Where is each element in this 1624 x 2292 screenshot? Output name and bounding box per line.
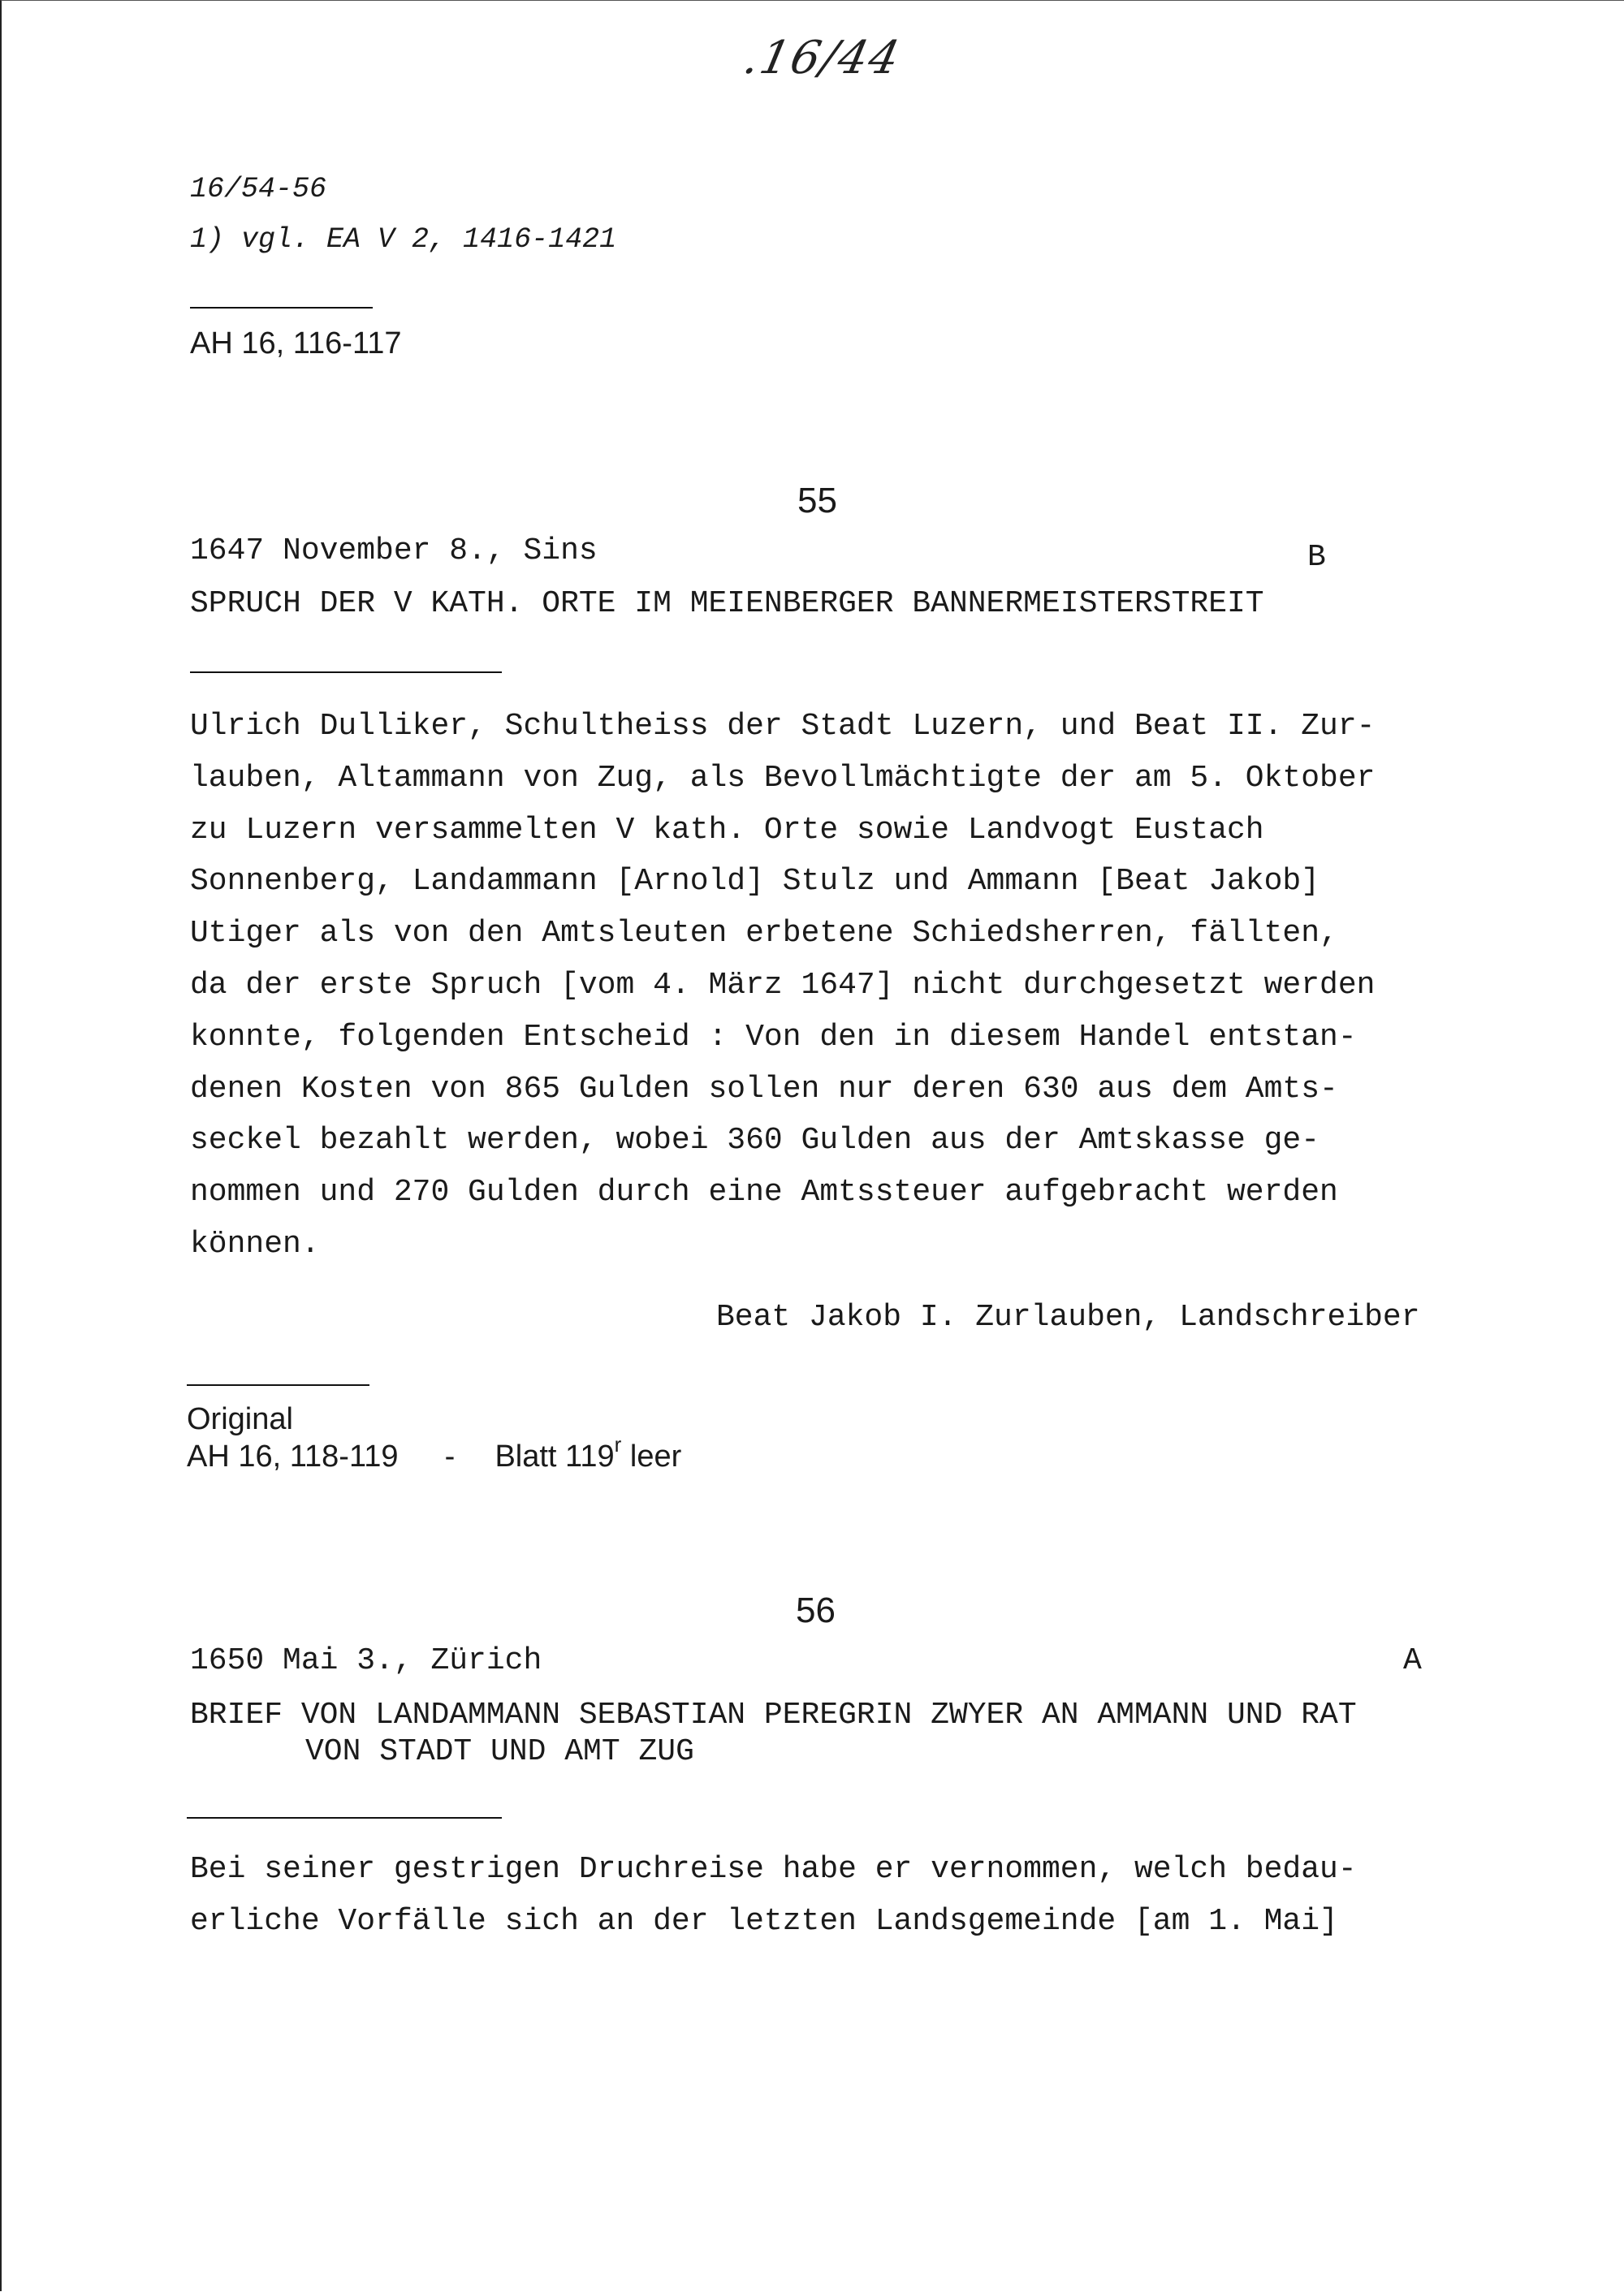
header-reference: 16/54-56 bbox=[190, 173, 327, 205]
summary-line: können. bbox=[190, 1226, 320, 1262]
summary-line: seckel bezahlt werden, wobei 360 Gulden aus der Amtskasse ge- bbox=[190, 1123, 1320, 1159]
document-letter: A bbox=[1403, 1643, 1422, 1678]
summary-line: Utiger als von den Amtsleuten erbetene Schiedsherren, fällten, bbox=[190, 916, 1338, 952]
signature: Beat Jakob I. Zurlauben, Landschreiber bbox=[716, 1300, 1420, 1335]
document-summary bbox=[190, 1844, 1357, 1948]
document-summary bbox=[190, 701, 1375, 1271]
summary-line: denen Kosten von 865 Gulden sollen nur deren 630 aus dem Amts- bbox=[190, 1071, 1338, 1107]
document-title: BRIEF VON LANDAMMANN SEBASTIAN PEREGRIN ZWYER AN AMMANN UND RAT bbox=[190, 1698, 1357, 1733]
divider-rule bbox=[190, 307, 373, 309]
note-superscript: r bbox=[614, 1432, 622, 1457]
divider-rule bbox=[187, 1384, 369, 1386]
document-date-place: 1650 Mai 3., Zürich bbox=[190, 1643, 542, 1678]
document-title: SPRUCH DER V KATH. ORTE IM MEIENBERGER BANNERMEISTERSTREIT bbox=[190, 586, 1264, 621]
note-source-line bbox=[187, 1432, 682, 1474]
handwritten-reference: .16/44 bbox=[739, 32, 906, 84]
document-date-place: 1647 November 8., Sins bbox=[190, 533, 598, 568]
document-letter: B bbox=[1307, 540, 1326, 575]
note-original: Original bbox=[187, 1402, 293, 1436]
document-number-56: 56 bbox=[796, 1591, 836, 1630]
note-leer: leer bbox=[629, 1440, 682, 1474]
summary-line: konnte, folgenden Entscheid : Von den in diesem Handel entstan- bbox=[190, 1019, 1357, 1055]
note-dash: - bbox=[444, 1440, 456, 1474]
note-blatt: Blatt 119 bbox=[495, 1440, 615, 1474]
note-source: AH 16, 118-119 bbox=[187, 1440, 399, 1474]
document-title-continued: VON STADT UND AMT ZUG bbox=[305, 1734, 694, 1769]
summary-line: Bei seiner gestrigen Druchreise habe er vernommen, welch bedau- bbox=[190, 1852, 1357, 1887]
header-comparison-note: 1) vgl. EA V 2, 1416-1421 bbox=[190, 223, 617, 256]
document-number-55: 55 bbox=[797, 481, 837, 520]
summary-line: Ulrich Dulliker, Schultheiss der Stadt Luzern, und Beat II. Zur- bbox=[190, 709, 1376, 744]
summary-line: da der erste Spruch [vom 4. März 1647] nicht durchgesetzt werden bbox=[190, 967, 1376, 1003]
summary-line: zu Luzern versammelten V kath. Orte sowie Landvogt Eustach bbox=[190, 812, 1264, 848]
summary-line: Sonnenberg, Landammann [Arnold] Stulz und Ammann [Beat Jakob] bbox=[190, 864, 1320, 900]
summary-line: lauben, Altammann von Zug, als Bevollmächtigte der am 5. Oktober bbox=[190, 760, 1376, 796]
divider-rule bbox=[187, 1817, 502, 1819]
divider-rule bbox=[190, 671, 502, 673]
summary-line: nommen und 270 Gulden durch eine Amtssteuer aufgebracht werden bbox=[190, 1175, 1338, 1211]
header-source: AH 16, 116-117 bbox=[190, 326, 402, 360]
summary-line: erliche Vorfälle sich an der letzten Landsgemeinde [am 1. Mai] bbox=[190, 1903, 1338, 1939]
